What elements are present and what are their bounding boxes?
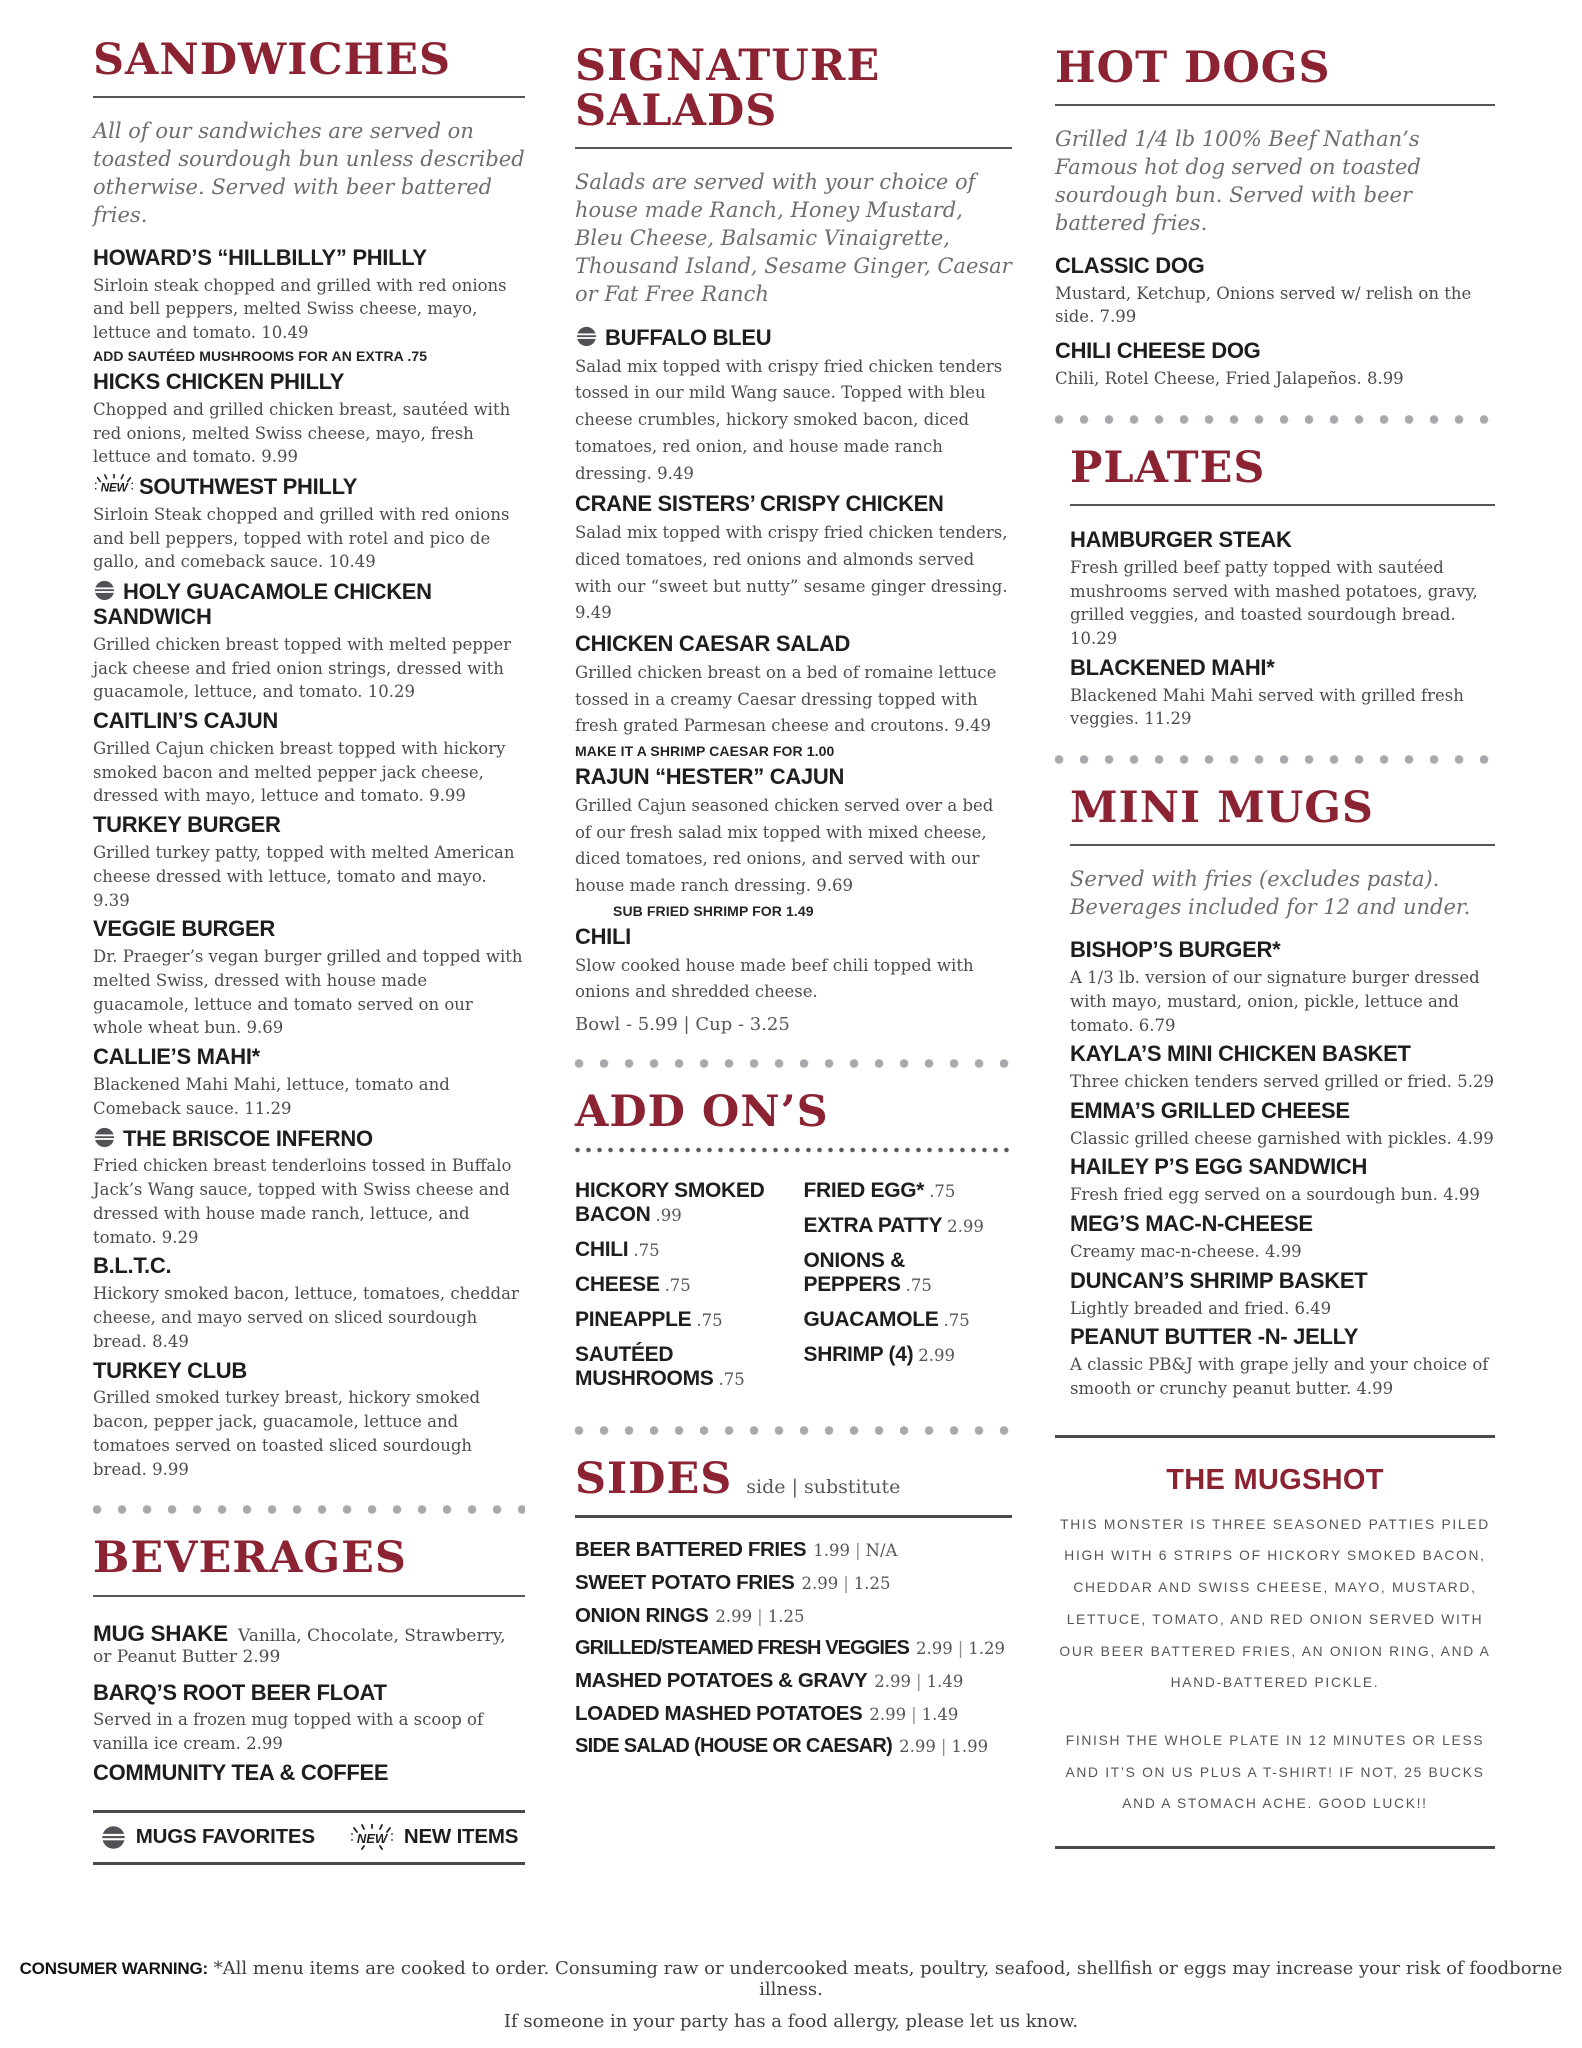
item-desc: Grilled Cajun chicken breast topped with hickory smoked bacon and melted pepper jack cheese, dressed with mayo, lettuce and tomato. 9.99 [93, 738, 506, 806]
section-rule [575, 147, 1012, 149]
addon-price: .75 [943, 1311, 970, 1331]
menu-item [93, 370, 525, 469]
addon-price: 2.99 [918, 1345, 956, 1365]
new-item-icon [93, 474, 135, 498]
addon-item: HICKORY SMOKED BACON .99 [575, 1179, 765, 1227]
hotdogs-intro: Grilled 1/4 lb 100% Beef Nathan’s Famous hot dog served on toasted sourdough bun. Served with beer battered fries. [1055, 127, 1421, 235]
menu-item [575, 325, 1012, 487]
column-left [93, 35, 525, 1865]
item-name: CLASSIC DOG [1055, 252, 1205, 278]
minimugs-intro: Served with fries (excludes pasta). Beverages included for 12 and under. [1070, 867, 1471, 920]
consumer-warning-line2: If someone in your party has a food allergy, please let us know. [503, 2011, 1079, 2032]
dotted-divider [575, 1426, 1012, 1435]
sides-header [575, 1453, 1012, 1504]
item-name: NEW SOUTHWEST PHILLY [93, 474, 525, 500]
addon-item: ONIONS & PEPPERS .75 [803, 1249, 932, 1297]
side-prices: 2.99 | 1.99 [899, 1736, 989, 1756]
menu-item [1070, 1212, 1495, 1264]
item-name: CAITLIN’S CAJUN [93, 708, 278, 734]
item-name: HAILEY P’S EGG SANDWICH [1070, 1154, 1368, 1180]
item-desc: A 1/3 lb. version of our signature burger dressed with mayo, mustard, onion, pickle, lettuce and tomato. 6.79 [1070, 968, 1480, 1035]
item-name: EMMA’S GRILLED CHEESE [1070, 1097, 1350, 1123]
menu-item [1070, 656, 1495, 731]
mugshot-challenge-box [1055, 1435, 1495, 1849]
item-name: TURKEY BURGER [93, 812, 281, 838]
addons-right-column [804, 1179, 1013, 1402]
item-desc: Fresh grilled beef patty topped with sautéed mushrooms served with mashed potatoes, gravy, grilled veggies, and toasted sourdough bread. 10.29 [1070, 557, 1478, 649]
side-item: LOADED MASHED POTATOES 2.99 | 1.49 [575, 1701, 959, 1725]
menu-item [93, 1681, 525, 1756]
item-name: THE BRISCOE INFERNO [93, 1126, 525, 1152]
item-desc: Three chicken tenders served grilled or fried. 5.29 [1070, 1072, 1495, 1092]
svg-text:NEW: NEW [356, 1831, 388, 1847]
menu-item [93, 1126, 525, 1250]
item-name: CALLIE’S MAHI* [93, 1044, 260, 1070]
side-item: MASHED POTATOES & GRAVY 2.99 | 1.49 [575, 1668, 964, 1692]
side-prices: 1.99 | N/A [813, 1540, 898, 1560]
item-desc: Hickory smoked bacon, lettuce, tomatoes, cheddar cheese, and mayo served on sliced sourdough bread. 8.49 [93, 1284, 519, 1351]
consumer-warning-line1: CONSUMER WARNING: *All menu items are cooked to order. Consuming raw or undercooked meats, poultry, seafood, shellfish or eggs may increase your risk of foodborne illness. [19, 1958, 1563, 2000]
item-desc: Fried chicken breast tenderloins tossed in Buffalo Jack’s Wang sauce, topped with Swiss cheese and dressed with house made ranch, lettuce, and tomato. 9.29 [93, 1156, 512, 1247]
item-name: CHILI [575, 923, 631, 949]
section-rule [93, 96, 525, 98]
item-name: CHILI CHEESE DOG [1055, 338, 1261, 364]
item-name: DUNCAN’S SHRIMP BASKET [1070, 1267, 1368, 1293]
item-desc: Chili, Rotel Cheese, Fried Jalapeños. 8.99 [1055, 369, 1404, 389]
item-name: HOWARD’S “HILLBILLY” PHILLY [93, 244, 427, 270]
minimugs-section [1070, 783, 1495, 1401]
menu-item [1070, 1155, 1495, 1207]
item-desc: Salad mix topped with crispy fried chicken tenders tossed in our mild Wang sauce. Topped with bleu cheese crumbles, hickory smoked bacon, diced tomatoes, red onion, and house made ranch dressing. 9.49 [575, 356, 1003, 483]
item-desc: Blackened Mahi Mahi, lettuce, tomato and Comeback sauce. 11.29 [93, 1075, 450, 1118]
item-name: KAYLA’S MINI CHICKEN BASKET [1070, 1041, 1411, 1067]
minimugs-title: MINI MUGS [1070, 783, 1374, 834]
section-rule [1070, 844, 1495, 846]
item-name: BARQ’S ROOT BEER FLOAT [93, 1679, 387, 1705]
item-name: RAJUN “HESTER” CAJUN [575, 764, 845, 790]
plates-section [1070, 442, 1495, 731]
addon-item: GUACAMOLE .75 [803, 1308, 970, 1332]
item-name: CRANE SISTERS’ CRISPY CHICKEN [575, 491, 944, 517]
mugs-favorite-burger-icon [575, 325, 598, 348]
addon-price: .75 [696, 1311, 723, 1331]
item-name: HICKS CHICKEN PHILLY [93, 368, 345, 394]
legend-favorites-label: MUGS FAVORITES [135, 1825, 315, 1849]
item-name: COMMUNITY TEA & COFFEE [93, 1759, 389, 1785]
menu-item [93, 709, 525, 808]
legend-new [349, 1824, 518, 1850]
item-note: ADD SAUTÉED MUSHROOMS FOR AN EXTRA .75 [93, 347, 428, 364]
item-desc: Salad mix topped with crispy fried chicken tenders, diced tomatoes, red onions and almonds served with our “sweet but nutty” sesame ginger dressing. 9.49 [575, 523, 1008, 623]
side-item: BEER BATTERED FRIES 1.99 | N/A [575, 1537, 898, 1561]
menu-item [93, 246, 525, 364]
item-desc: Mustard, Ketchup, Onions served w/ relish on the side. 7.99 [1055, 283, 1472, 327]
side-prices: 2.99 | 1.49 [869, 1704, 959, 1724]
item-desc: Grilled chicken breast on a bed of romaine lettuce tossed in a creamy Caesar dressing topped with fresh grated Parmesan cheese and croutons. 9.49 [575, 662, 997, 736]
fine-dotted-rule [575, 1147, 1012, 1153]
addon-item: SAUTÉED MUSHROOMS .75 [575, 1342, 745, 1390]
menu-item [1070, 528, 1495, 651]
dotted-divider [1055, 755, 1495, 764]
item-name: HAMBURGER STEAK [1070, 526, 1292, 552]
mugshot-description: THIS MONSTER IS THREE SEASONED PATTIES PILED HIGH WITH 6 STRIPS OF HICKORY SMOKED BACON, CHEDDAR AND SWISS CHEESE, MAYO, MUSTARD, LETTUCE, TOMATO, AND RED ONION SERVED WITH OUR BEER BATTERED FRIES, AN ONION RING, AND A HAND-BATTERED PICKLE. [1059, 1516, 1491, 1691]
menu-item [1070, 938, 1495, 1037]
menu-item [575, 925, 1012, 1035]
menu-item [1055, 339, 1495, 391]
side-prices: 2.99 | 1.49 [874, 1671, 964, 1691]
addon-item: PINEAPPLE .75 [575, 1308, 723, 1332]
salads-intro: Salads are served with your choice of house made Ranch, Honey Mustard, Bleu Cheese, Balsamic Vinaigrette, Thousand Island, Sesame Ginger, Caesar or Fat Free Ranch [575, 170, 1012, 306]
menu-item [93, 917, 525, 1040]
menu-item [93, 474, 525, 574]
mugshot-title: THE MUGSHOT [1166, 1463, 1384, 1496]
chili-sizes: Bowl - 5.99 | Cup - 3.25 [575, 1014, 790, 1036]
item-desc: Slow cooked house made beef chili topped with onions and shredded cheese. [575, 955, 974, 1002]
item-desc: Chopped and grilled chicken breast, sautéed with red onions, melted Swiss cheese, mayo, fresh lettuce and tomato. 9.99 [93, 399, 511, 467]
item-name: MEG’S MAC-N-CHEESE [1070, 1211, 1313, 1237]
hotdogs-title: HOT DOGS [1055, 43, 1331, 93]
addon-price: .75 [929, 1182, 956, 1202]
menu-item [1055, 254, 1495, 329]
item-desc: Grilled Cajun seasoned chicken served over a bed of our fresh salad mix topped with mixed cheese, diced tomatoes, red onions, and served with our house made ranch dressing. 9.69 [575, 795, 994, 896]
addon-price: .75 [905, 1276, 932, 1296]
item-name: BLACKENED MAHI* [1070, 654, 1275, 680]
item-name: BUFFALO BLEU [575, 325, 1012, 351]
section-rule [1055, 104, 1495, 106]
menu-item [93, 1761, 525, 1786]
side-item: GRILLED/STEAMED FRESH VEGGIES 2.99 | 1.29 [575, 1636, 1006, 1659]
consumer-warning [0, 1958, 1582, 2032]
column-center [575, 41, 1012, 1767]
salads-title: SIGNATURE SALADS [575, 41, 881, 137]
item-desc: Lightly breaded and fried. 6.49 [1070, 1298, 1332, 1318]
sides-title: SIDES [575, 1453, 733, 1504]
addon-price: .75 [718, 1369, 745, 1389]
item-name: BISHOP’S BURGER* [1070, 937, 1281, 963]
addon-price: .99 [655, 1206, 682, 1226]
item-name: B.L.T.C. [93, 1253, 172, 1279]
menu-item [93, 579, 525, 704]
menu-legend [93, 1810, 525, 1865]
item-desc: Creamy mac-n-cheese. 4.99 [1070, 1241, 1302, 1261]
addons-grid [575, 1179, 1012, 1402]
item-desc: Sirloin steak chopped and grilled with red onions and bell peppers, melted Swiss cheese, mayo, lettuce and tomato. 10.49 [93, 275, 507, 343]
side-prices: 2.99 | 1.29 [915, 1638, 1006, 1658]
item-desc: Dr. Praeger’s vegan burger grilled and topped with melted Swiss, dressed with house made guacamole, lettuce and tomato served on our whole wheat bun. 9.69 [93, 947, 523, 1038]
menu-item [93, 1359, 525, 1482]
menu-item [1070, 1099, 1495, 1151]
dotted-divider [575, 1059, 1012, 1068]
plates-title: PLATES [1070, 442, 1266, 493]
beverages-title: BEVERAGES [93, 1533, 407, 1584]
menu-item [93, 1621, 525, 1667]
menu-item [575, 632, 1012, 759]
sides-subtitle: side | substitute [746, 1475, 901, 1498]
section-rule [575, 1515, 1012, 1518]
item-desc: Grilled smoked turkey breast, hickory smoked bacon, pepper jack, guacamole, lettuce and tomatoes served on toasted sliced sourdough bread. 9.99 [93, 1388, 481, 1479]
new-item-icon [349, 1824, 395, 1850]
addons-title: ADD ON’S [575, 1087, 829, 1138]
addon-item: SHRIMP (4) 2.99 [803, 1342, 956, 1366]
item-desc: Blackened Mahi Mahi served with grilled fresh veggies. 11.29 [1070, 685, 1464, 729]
menu-item [93, 1254, 525, 1353]
item-name: MUG SHAKE [93, 1620, 228, 1646]
legend-favorites [100, 1824, 315, 1851]
item-note: MAKE IT A SHRIMP CAESAR FOR 1.00 [575, 743, 835, 760]
addon-price: .75 [664, 1276, 691, 1296]
addon-price: .75 [633, 1241, 660, 1261]
consumer-warning-label: CONSUMER WARNING: [19, 1959, 208, 1978]
dotted-divider [93, 1505, 525, 1514]
addon-item: CHILI .75 [575, 1238, 660, 1262]
menu-item [575, 492, 1012, 627]
item-name: TURKEY CLUB [93, 1357, 247, 1383]
side-item: ONION RINGS 2.99 | 1.25 [575, 1603, 805, 1627]
menu-item [1070, 1042, 1495, 1094]
menu-item [1070, 1325, 1495, 1400]
svg-text:NEW: NEW [100, 480, 128, 495]
menu-item [1070, 1269, 1495, 1321]
item-name: HOLY GUACAMOLE CHICKEN SANDWICH [93, 579, 432, 630]
addon-item: FRIED EGG* .75 [803, 1179, 956, 1203]
mugs-favorite-burger-icon [93, 1126, 116, 1149]
legend-new-label: NEW ITEMS [403, 1825, 519, 1849]
item-desc: Grilled chicken breast topped with melted pepper jack cheese and fried onion strings, dressed with guacamole, lettuce, and tomato. 10.29 [93, 634, 512, 702]
item-desc: Classic grilled cheese garnished with pickles. 4.99 [1070, 1128, 1494, 1148]
item-desc: Fresh fried egg served on a sourdough bun. 4.99 [1070, 1185, 1480, 1205]
sandwiches-intro: All of our sandwiches are served on toasted sourdough bun unless described otherwise. Served with beer battered fries. [93, 119, 525, 227]
item-desc: A classic PB&J with grape jelly and your choice of smooth or crunchy peanut butter. 4.99 [1070, 1355, 1489, 1398]
column-right [1055, 43, 1495, 1849]
side-prices: 2.99 | 1.25 [801, 1573, 891, 1593]
item-note: SUB FRIED SHRIMP FOR 1.49 [613, 902, 814, 919]
mugs-favorite-burger-icon [93, 579, 116, 602]
item-desc: Grilled turkey patty, topped with melted American cheese dressed with lettuce, tomato and mayo. 9.39 [93, 843, 515, 910]
item-desc: Served in a frozen mug topped with a scoop of vanilla ice cream. 2.99 [93, 1710, 484, 1754]
side-item: SWEET POTATO FRIES 2.99 | 1.25 [575, 1570, 891, 1594]
side-item: SIDE SALAD (HOUSE OR CAESAR) 2.99 | 1.99 [575, 1734, 989, 1757]
mugs-favorite-burger-icon [100, 1824, 127, 1851]
sandwiches-title: SANDWICHES [93, 35, 452, 85]
item-desc: Sirloin Steak chopped and grilled with red onions and bell peppers, topped with rotel and pico de gallo, and comeback sauce. 10.49 [93, 504, 510, 572]
item-name: PEANUT BUTTER -N- JELLY [1070, 1324, 1359, 1350]
addon-item: CHEESE .75 [575, 1273, 691, 1297]
section-rule [93, 1595, 525, 1597]
menu-item [93, 813, 525, 912]
addon-price: 2.99 [947, 1217, 984, 1237]
addons-left-column [575, 1179, 784, 1402]
item-name: VEGGIE BURGER [93, 916, 275, 942]
item-desc: Vanilla, Chocolate, Strawberry, or Peanut Butter 2.99 [93, 1625, 506, 1667]
dotted-divider [1055, 415, 1495, 424]
side-prices: 2.99 | 1.25 [715, 1606, 805, 1626]
item-name: CHICKEN CAESAR SALAD [575, 631, 851, 657]
menu-item [93, 1045, 525, 1120]
mugshot-challenge-text: FINISH THE WHOLE PLATE IN 12 MINUTES OR LESS AND IT’S ON US PLUS A T-SHIRT! IF NOT, 25 BUCKS AND A STOMACH ACHE. GOOD LUCK!! [1065, 1732, 1485, 1812]
addon-item: EXTRA PATTY 2.99 [803, 1214, 984, 1238]
menu-item [575, 765, 1012, 919]
section-rule [1070, 504, 1495, 506]
